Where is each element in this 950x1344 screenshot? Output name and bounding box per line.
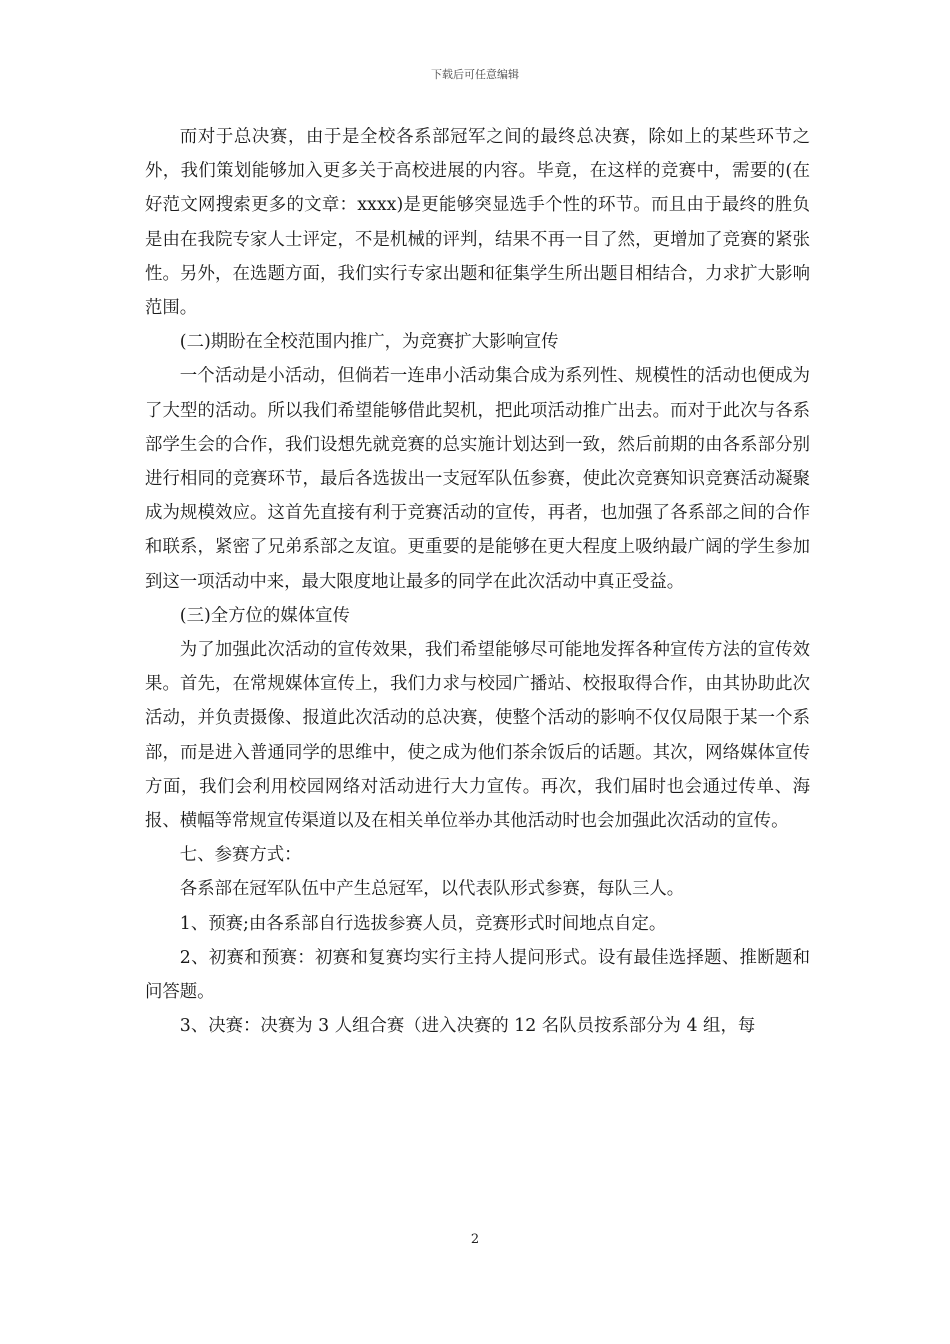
paragraph: 一个活动是小活动，但倘若一连串小活动集合成为系列性、规模性的活动也便成为了大型的活动。所以我们希望能够借此契机，把此项活动推广出去。而对于此次与各系部学生会的合作，我们设想先就竞赛的总实施计划达到一致，然后前期的由各系部分别进行相同的竞赛环节，最后各选拔出一支冠军队伍参赛，使此次竞赛知识竞赛活动凝聚成为规模效应。这首先直接有利于竞赛活动的宣传，再者，也加强了各系部之间的合作和联系，紧密了兄弟系部之友谊。更重要的是能够在更大程度上吸纳最广阔的学生参加到这一项活动中来，最大限度地让最多的同学在此次活动中真正受益。 xyxy=(145,366,810,592)
page-number: 2 xyxy=(470,1232,480,1247)
section-heading: (二)期盼在全校范围内推广，为竞赛扩大影响宣传 xyxy=(179,332,559,353)
document-body xyxy=(145,120,810,1043)
list-item: 2、初赛和预赛：初赛和复赛均实行主持人提问形式。设有最佳选择题、推断题和问答题。 xyxy=(145,947,810,1003)
paragraph: 各系部在冠军队伍中产生总冠军，以代表队形式参赛，每队三人。 xyxy=(179,879,685,900)
page-header: 下载后可任意编辑 xyxy=(431,68,519,81)
list-item: 3、决赛：决赛为 3 人组合赛（进入决赛的 12 名队员按系部分为 4 组，每 xyxy=(179,1016,756,1037)
section-heading: 七、参赛方式： xyxy=(179,845,302,866)
paragraph: 为了加强此次活动的宣传效果，我们希望能够尽可能地发挥各种宣传方法的宣传效果。首先，在常规媒体宣传上，我们力求与校园广播站、校报取得合作，由其协助此次活动，并负责摄像、报道此次活动的总决赛，使整个活动的影响不仅仅局限于某一个系部，而是进入普通同学的思维中，使之成为他们茶余饭后的话题。其次，网络媒体宣传方面，我们会利用校园网络对活动进行大力宣传。再次，我们届时也会通过传单、海报、横幅等常规宣传渠道以及在相关单位举办其他活动时也会加强此次活动的宣传。 xyxy=(145,640,810,832)
list-item: 1、预赛;由各系部自行选拔参赛人员，竞赛形式时间地点自定。 xyxy=(179,913,667,934)
paragraph: 而对于总决赛，由于是全校各系部冠军之间的最终总决赛，除如上的某些环节之外，我们策划能够加入更多关于高校进展的内容。毕竟，在这样的竞赛中，需要的(在好范文网搜索更多的文章：xxxx)是更能够突显选手个性的环节。而且由于最终的胜负是由在我院专家人士评定，不是机械的评判，结果不再一目了然，更增加了竞赛的紧张性。另外，在选题方面，我们实行专家出题和征集学生所出题目相结合，力求扩大影响范围。 xyxy=(145,127,810,319)
section-heading: (三)全方位的媒体宣传 xyxy=(179,605,350,626)
